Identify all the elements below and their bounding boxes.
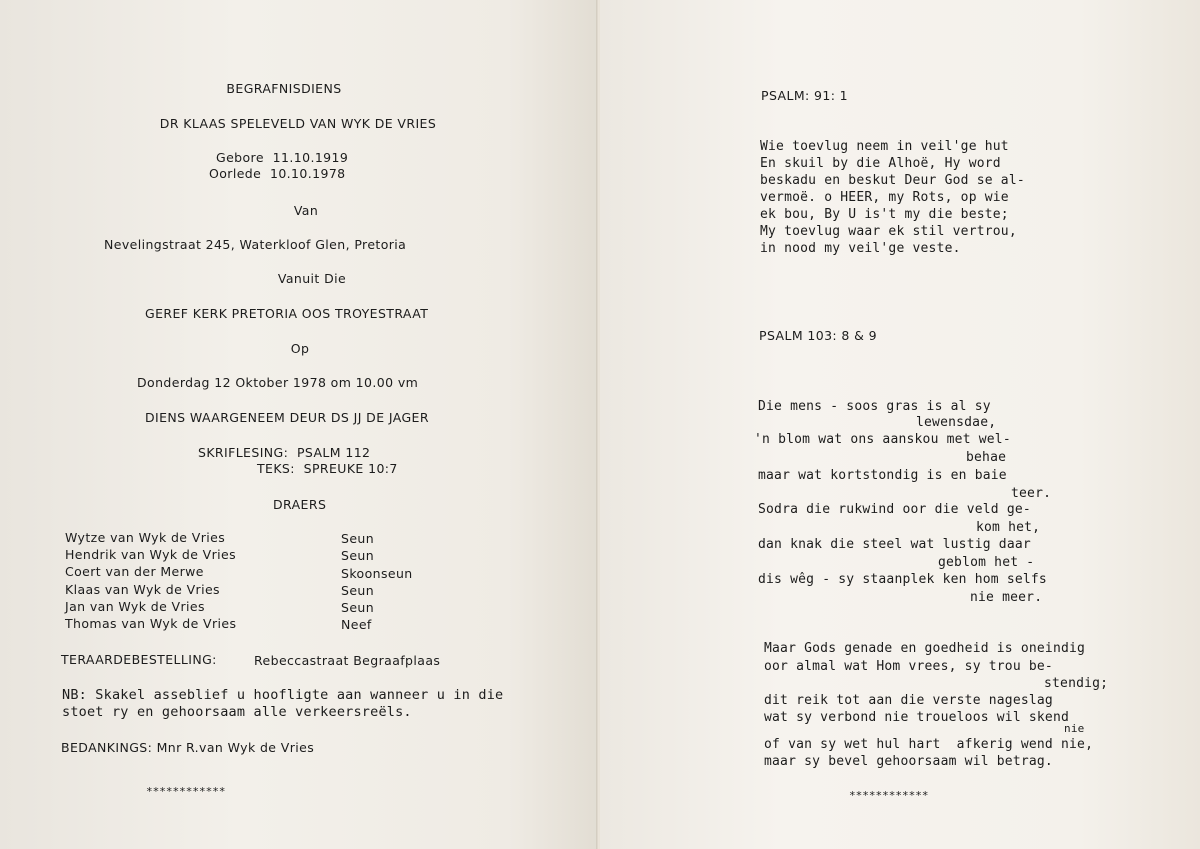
right-page (600, 0, 1200, 849)
verse-line: dis wêg - sy staanplek ken hom selfs (758, 572, 1047, 587)
verse-line: Sodra die rukwind oor die veld ge- (758, 502, 1031, 517)
sermon-text: TEKS: SPREUKE 10:7 (257, 461, 398, 476)
death-date: Oorlede 10.10.1978 (209, 166, 346, 181)
verse-line: of van sy wet hul hart afkerig wend nie, (764, 737, 1094, 752)
bearer-name: Wytze van Wyk de Vries (65, 530, 226, 545)
verse-line: dit reik tot aan die verste nageslag (764, 693, 1053, 708)
burial-label: TERAARDEBESTELLING: (61, 652, 217, 667)
scripture-reading: SKRIFLESING: PSALM 112 (198, 445, 371, 460)
verse-line: Maar Gods genade en goedheid is oneindig (764, 641, 1086, 656)
burial-place: Rebeccastraat Begraafplaas (254, 653, 441, 668)
verse-line: behae (966, 450, 1007, 465)
bearers-title: DRAERS (273, 497, 327, 512)
verse-line: Wie toevlug neem in veil'ge hut (760, 139, 1009, 154)
verse-line: maar sy bevel gehoorsaam wil betrag. (764, 754, 1053, 769)
psalm-103-title: PSALM 103: 8 & 9 (759, 328, 878, 343)
bearer-name: Thomas van Wyk de Vries (65, 616, 237, 631)
officiant: DIENS WAARGENEEM DEUR DS JJ DE JAGER (145, 410, 429, 425)
stars-divider: ************ (849, 789, 929, 802)
birth-date: Gebore 11.10.1919 (216, 150, 349, 165)
verse-line: nie meer. (970, 590, 1043, 605)
verse-line: 'n blom wat ons aanskou met wel- (754, 432, 1011, 447)
address: Nevelingstraat 245, Waterkloof Glen, Pretoria (104, 237, 407, 252)
acknowledgements: BEDANKINGS: Mnr R.van Wyk de Vries (61, 740, 315, 755)
verse-line: nie (1064, 722, 1085, 735)
bearer-relation: Seun (341, 531, 375, 546)
verse-line: Die mens - soos gras is al sy (758, 399, 991, 414)
verse-line: My toevlug waar ek stil vertrou, (760, 224, 1017, 239)
verse-line: maar wat kortstondig is en baie (758, 468, 1007, 483)
op-label: Op (290, 341, 310, 356)
vanuit-label: Vanuit Die (277, 271, 347, 286)
verse-line: wat sy verbond nie troueloos wil skend (764, 710, 1070, 725)
verse-line: in nood my veil'ge veste. (760, 241, 961, 256)
verse-line: dan knak die steel wat lustig daar (758, 537, 1031, 552)
bearer-relation: Seun (341, 583, 375, 598)
bearer-name: Hendrik van Wyk de Vries (65, 547, 237, 562)
program-title: BEGRAFNISDIENS (226, 81, 342, 96)
verse-line: stendig; (1044, 676, 1109, 691)
bearer-relation: Skoonseun (341, 566, 413, 581)
verse-line: ek bou, By U is't my die beste; (760, 207, 1009, 222)
verse-line: geblom het - (938, 555, 1035, 570)
bearer-relation: Seun (341, 600, 375, 615)
verse-line: lewensdae, (916, 415, 997, 430)
psalm-91-title: PSALM: 91: 1 (761, 88, 849, 103)
verse-line: kom het, (976, 520, 1041, 535)
notice-line-2: stoet ry en gehoorsaam alle verkeersreëls. (62, 704, 412, 720)
verse-line: beskadu en beskut Deur God se al- (760, 173, 1025, 188)
verse-line: oor almal wat Hom vrees, sy trou be- (764, 659, 1053, 674)
bearer-name: Jan van Wyk de Vries (65, 599, 205, 614)
left-page (0, 0, 598, 849)
church-name: GEREF KERK PRETORIA OOS TROYESTRAAT (145, 306, 429, 321)
bearer-relation: Seun (341, 548, 375, 563)
deceased-name: DR KLAAS SPELEVELD VAN WYK DE VRIES (159, 116, 437, 131)
verse-line: vermoë. o HEER, my Rots, op wie (760, 190, 1009, 205)
bearer-name: Coert van der Merwe (65, 564, 204, 579)
stars-divider: ************ (146, 785, 226, 798)
service-date: Donderdag 12 Oktober 1978 om 10.00 vm (137, 375, 419, 390)
van-label: Van (293, 203, 319, 218)
verse-line: En skuil by die Alhoë, Hy word (760, 156, 1001, 171)
bearer-relation: Neef (341, 617, 372, 632)
bearer-name: Klaas van Wyk de Vries (65, 582, 220, 597)
verse-line: teer. (1011, 486, 1052, 501)
notice-line-1: NB: Skakel asseblief u hoofligte aan wanneer u in die (62, 687, 504, 703)
